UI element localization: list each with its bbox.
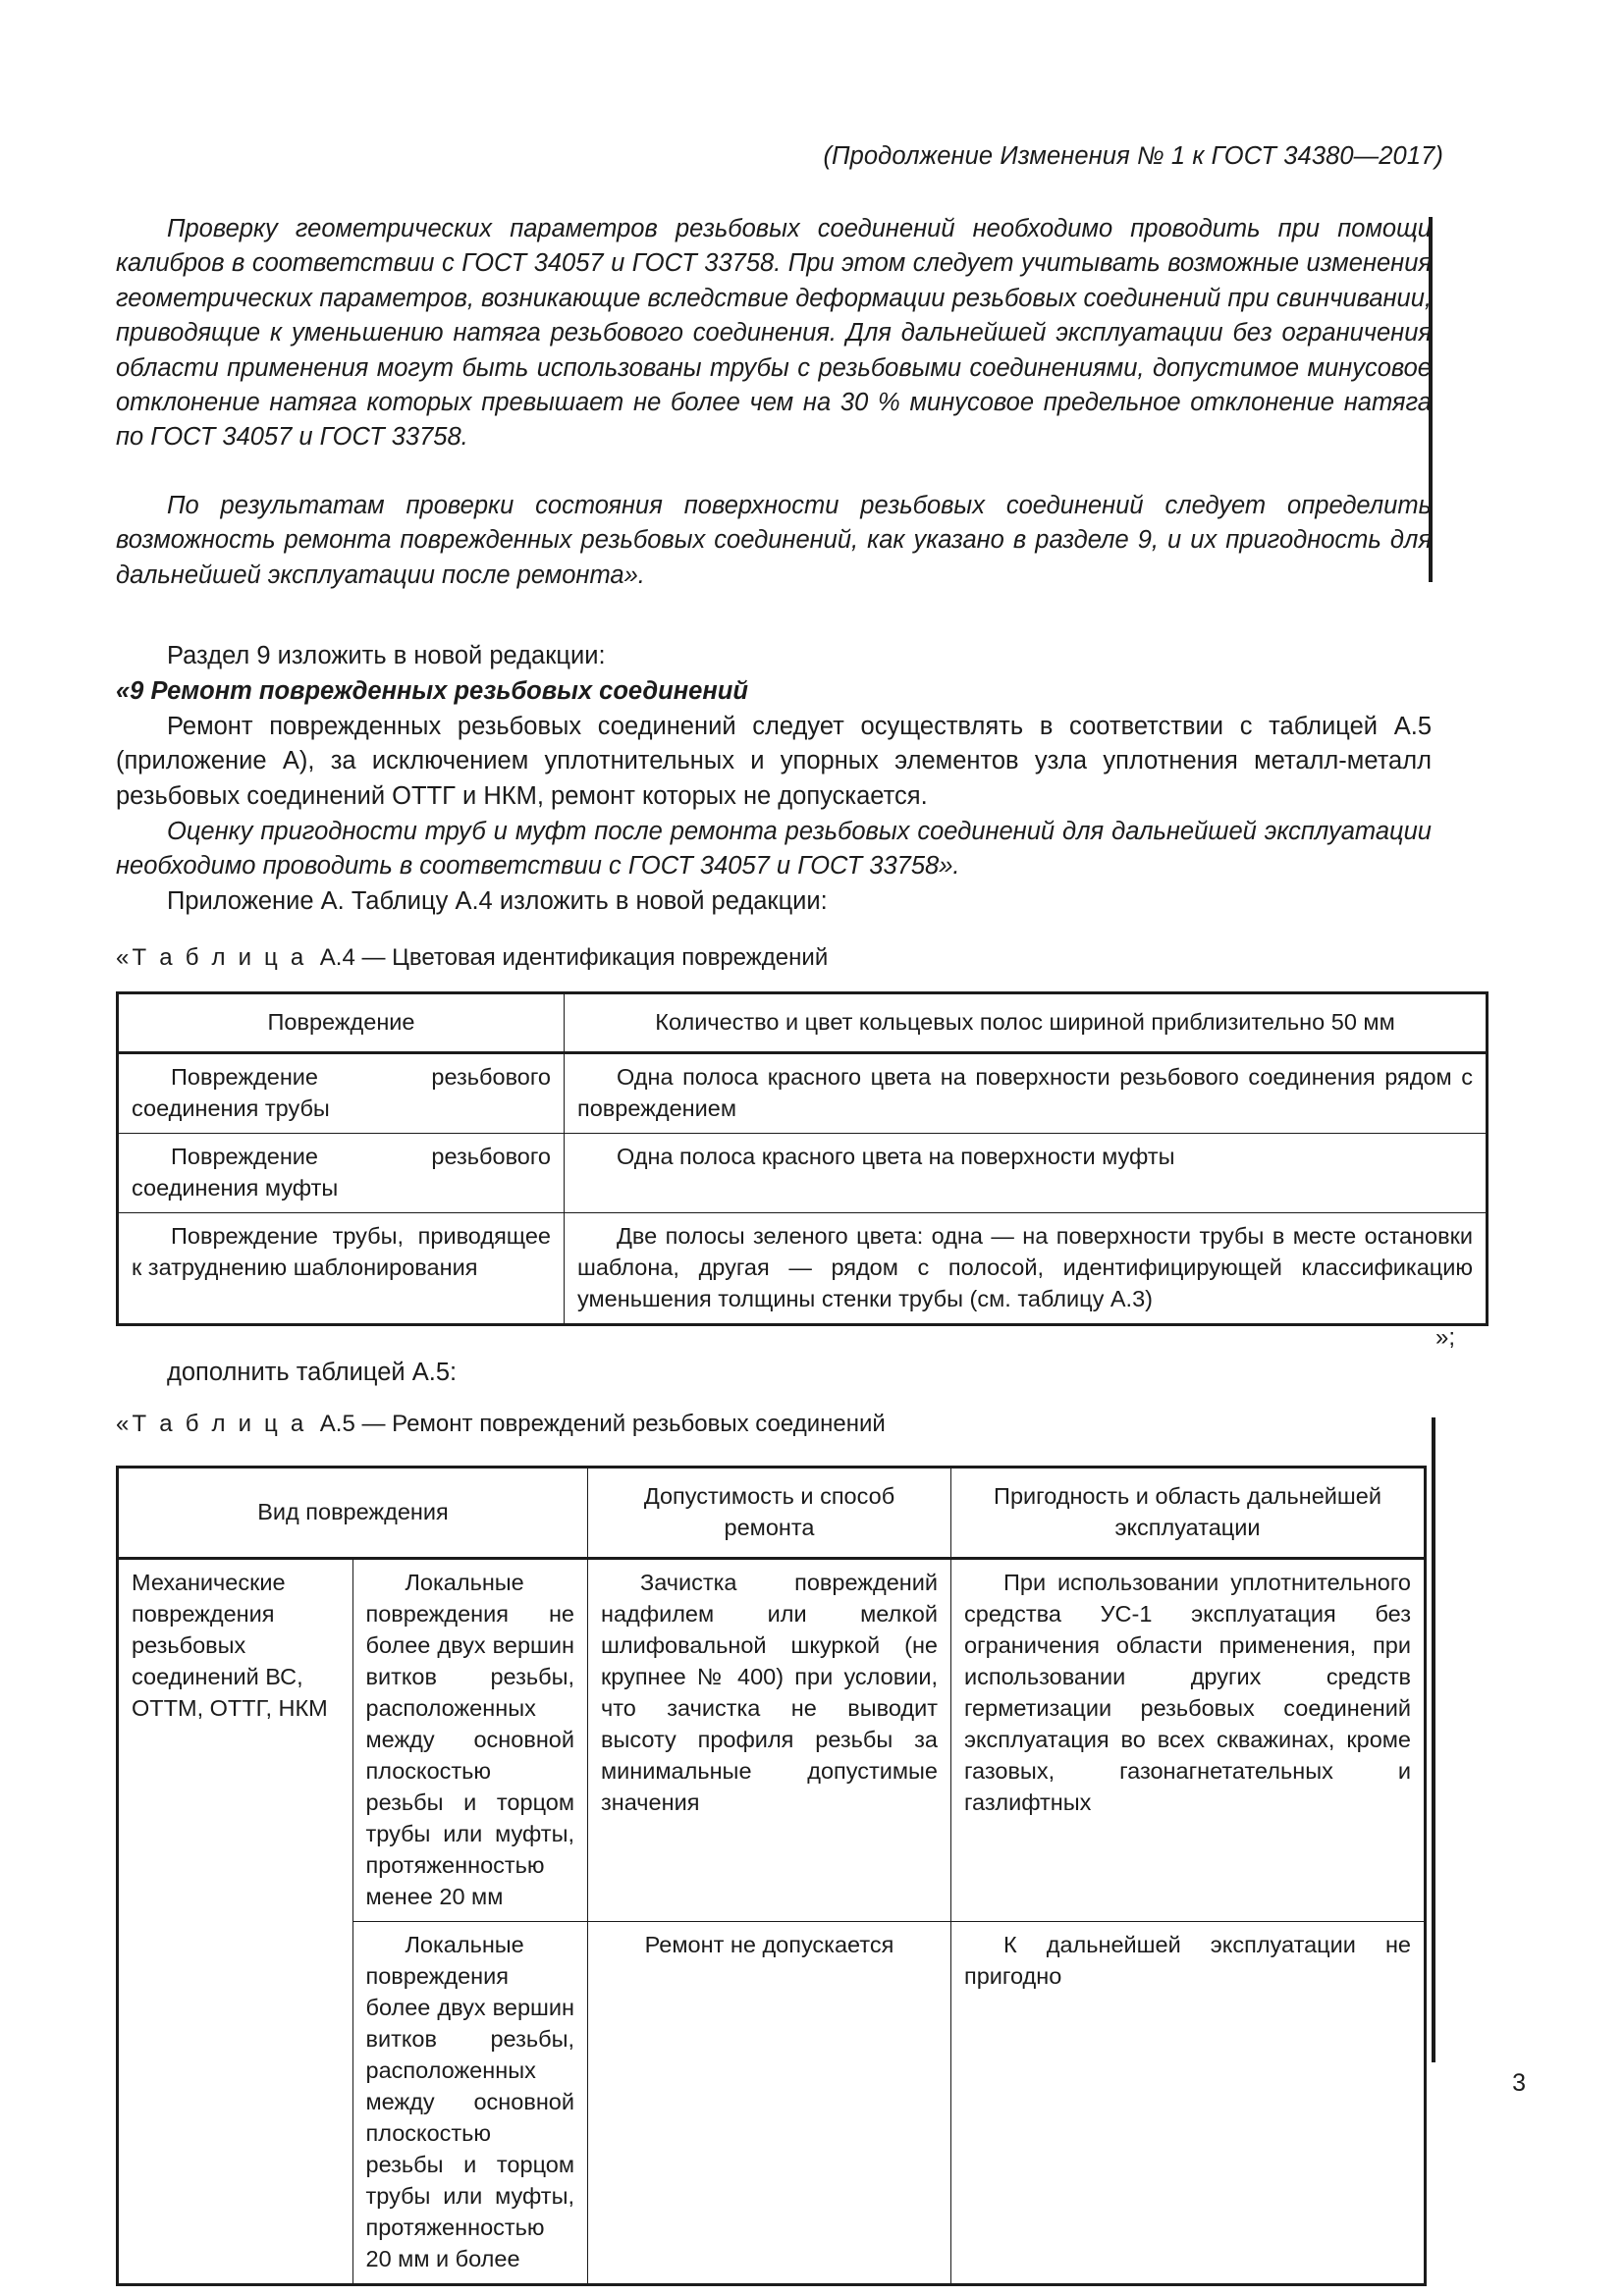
table-a5-caption-prefix: «Т а б л и ц а xyxy=(116,1411,307,1437)
section-heading-9: «9 Ремонт поврежденных резьбовых соединений xyxy=(116,677,748,705)
paragraph-3: Раздел 9 изложить в новой редакции: xyxy=(167,642,606,669)
paragraph-4: Ремонт поврежденных резьбовых соединений следует осуществлять в соответствии с таблицей А.5 (приложение А), за исключением уплотнительных и упорных элементов узла уплотнения металл-металл резьбовых соединений ОТТГ и НКМ, ремонт которых не допускается. xyxy=(116,713,1432,810)
table-a4-header-row xyxy=(118,993,1488,1053)
table-a4-cell-2-0: Повреждение трубы, приводящее к затруднению шаблонирования xyxy=(118,1213,565,1325)
paragraph-1: Проверку геометрических параметров резьбовых соединений необходимо проводить при помощи калибров в соответствии с ГОСТ 34057 и ГОСТ 33758. При этом следует учитывать возможные изменения геометрических параметров, возникающие вследствие деформации резьбовых соединений при свинчивании, приводящие к уменьшению натяга резьбового соединения. Для дальнейшей эксплуатации без ограничения области применения могут быть использованы трубы с резьбовыми соединениями, допустимое минусовое отклонение натяга которых превышает не более чем на 30 % минусовое предельное отклонение натяга по ГОСТ 34057 и ГОСТ 33758. xyxy=(116,215,1432,452)
table-a5-cell-1-suitability: К дальнейшей эксплуатации не пригодно xyxy=(951,1922,1426,2285)
table-a4-closing-mark: »; xyxy=(1435,1324,1456,1351)
paragraph-7: дополнить таблицей А.5: xyxy=(167,1359,458,1386)
table-row xyxy=(118,1134,1488,1213)
table-a5-caption-number: А.5 — Ремонт повреждений резьбовых соединений xyxy=(319,1411,886,1437)
table-a5-header-row xyxy=(118,1468,1426,1559)
paragraph-block-2 xyxy=(116,489,1432,593)
paragraph-2: По результатам проверки состояния поверхности резьбовых соединений следует определить возможность ремонта поврежденных резьбовых соединений, как указано в разделе 9, и их пригодность для дальнейшей эксплуатации после ремонта». xyxy=(116,492,1432,589)
table-row xyxy=(118,1053,1488,1134)
table-a4-header-cell-0: Повреждение xyxy=(118,993,565,1053)
table-a4-cell-2-1: Две полосы зеленого цвета: одна — на поверхности трубы в месте остановки шаблона, другая — рядом с полосой, идентифицирующей классификацию уменьшения толщины стенки трубы (см. таблицу А.3) xyxy=(565,1213,1488,1325)
paragraph-block-6 xyxy=(116,884,1432,919)
table-a4 xyxy=(116,991,1489,1326)
table-a4-caption xyxy=(116,944,828,972)
table-a5-cell-0-damage: Локальные повреждения не более двух вершин витков резьбы, расположенных между основной плоскостью резьбы и торцом трубы или муфты, протяженностью менее 20 мм xyxy=(352,1559,588,1922)
table-a5-cell-0-repair: Зачистка повреждений надфилем или мелкой шлифовальной шкуркой (не крупнее № 400) при условии, что зачистка не выводит высоту профиля резьбы за минимальные допустимые значения xyxy=(588,1559,951,1922)
table-a4-cell-1-0: Повреждение резьбового соединения муфты xyxy=(118,1134,565,1213)
table-a5-cell-0-suitability: При использовании уплотнительного средства УС-1 эксплуатация без ограничения области применения, при использовании других средств герметизации резьбовых соединений эксплуатация во всех скважинах, кроме газовых, газонагнетательных и газлифтных xyxy=(951,1559,1426,1922)
paragraph-block-3 xyxy=(116,639,1432,673)
table-a5-header-cell-0: Вид повреждения xyxy=(118,1468,588,1559)
paragraph-block-5 xyxy=(116,815,1432,884)
page-number: 3 xyxy=(1512,2069,1526,2097)
paragraph-block-7 xyxy=(116,1356,1432,1390)
table-a4-caption-number: А.4 — Цветовая идентификация повреждений xyxy=(319,944,829,971)
table-a5-cell-1-repair: Ремонт не допускается xyxy=(588,1922,951,2285)
table-a5-caption xyxy=(116,1411,886,1438)
paragraph-6: Приложение А. Таблицу А.4 изложить в новой редакции: xyxy=(167,887,828,915)
paragraph-5: Оценку пригодности труб и муфт после ремонта резьбовых соединений для дальнейшей эксплуатации необходимо проводить в соответствии с ГОСТ 34057 и ГОСТ 33758». xyxy=(116,818,1432,881)
table-row xyxy=(118,1213,1488,1325)
heading-block-9 xyxy=(116,674,1432,709)
paragraph-block-4 xyxy=(116,710,1432,814)
table-a5-header-cell-1: Допустимость и способ ремонта xyxy=(588,1468,951,1559)
change-bar-lower xyxy=(1432,1417,1435,2062)
table-a4-cell-0-1: Одна полоса красного цвета на поверхности резьбового соединения рядом с повреждением xyxy=(565,1053,1488,1134)
table-a4-cell-1-1: Одна полоса красного цвета на поверхности муфты xyxy=(565,1134,1488,1213)
table-a5 xyxy=(116,1466,1427,2286)
table-row xyxy=(118,1559,1426,1922)
paragraph-block-1 xyxy=(116,212,1432,455)
table-a5-cell-1-damage: Локальные повреждения более двух вершин витков резьбы, расположенных между основной плоскостью резьбы и торцом трубы или муфты, протяженностью 20 мм и более xyxy=(352,1922,588,2285)
table-a5-cell-0-group: Механические повреждения резьбовых соединений ВС, ОТТМ, ОТТГ, НКМ xyxy=(118,1559,353,2285)
table-a4-cell-0-0: Повреждение резьбового соединения трубы xyxy=(118,1053,565,1134)
table-a4-header-cell-1: Количество и цвет кольцевых полос шириной приблизительно 50 мм xyxy=(565,993,1488,1053)
table-a5-header-cell-2: Пригодность и область дальнейшей эксплуатации xyxy=(951,1468,1426,1559)
table-a4-caption-prefix: «Т а б л и ц а xyxy=(116,944,307,971)
running-header: (Продолжение Изменения № 1 к ГОСТ 34380—2017) xyxy=(823,142,1443,170)
